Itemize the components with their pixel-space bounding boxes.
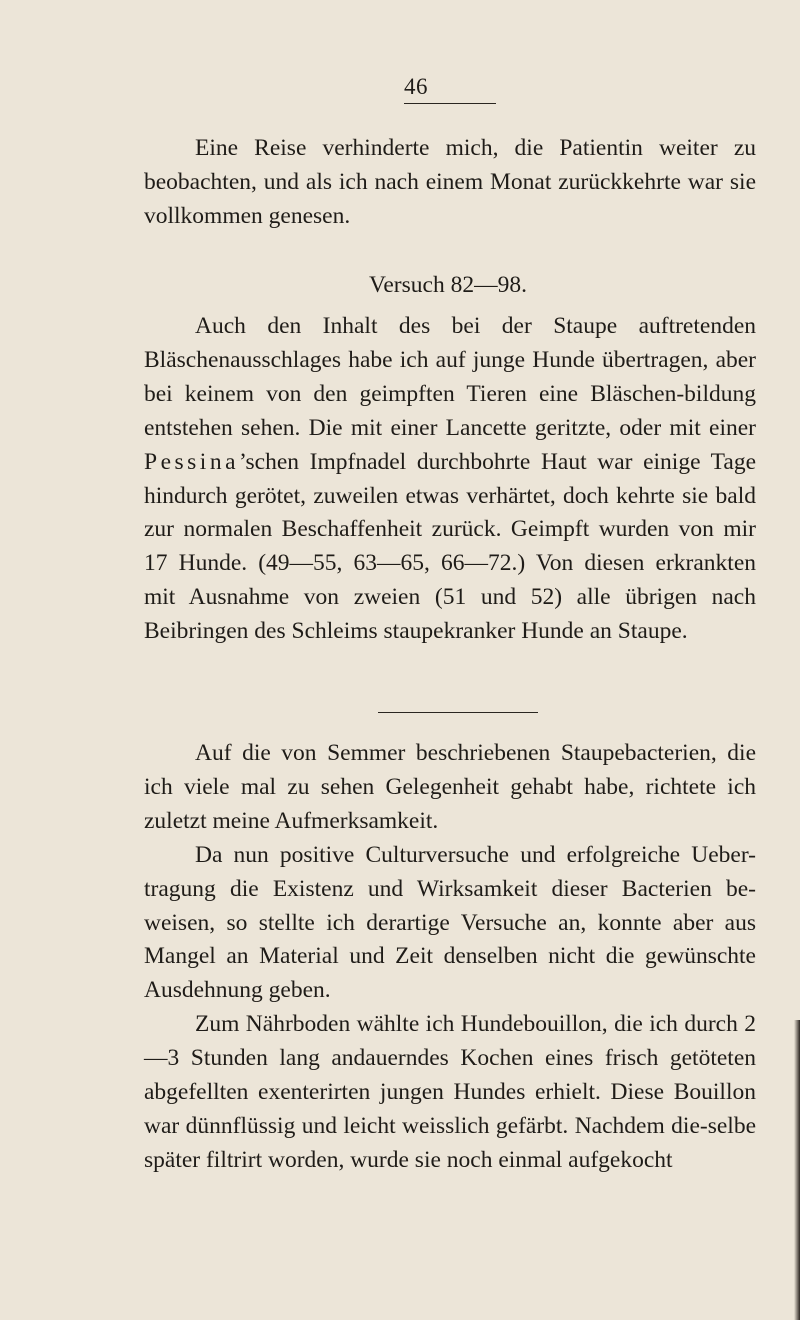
section-heading: Versuch 82—98. (369, 272, 527, 298)
paragraph-5: Zum Nährboden wählte ich Hundebouillon, die ich durch 2—3 Stunden lang andauerndes Kochen eines frisch getöteten abgefellten exenterirten jungen Hundes erhielt. Diese Bouillon war dünnflüssig und leicht weisslich gefärbt. Nachdem die-selbe später filtrirt worden, wurde sie noch einmal aufgekocht (144, 1011, 756, 1173)
text-block-bottom (144, 737, 756, 1178)
page-edge-shadow (794, 1020, 800, 1320)
paragraph-2-part-b: ’schen Impfnadel durchbohrte Haut war einige Tage hindurch gerötet, zuweilen etwas verhärtet, doch kehrte sie bald zur normalen Beschaffenheit zurück. Geimpft wurden von mir 17 Hunde. (49—55, 63—65, 66—72.) Von diesen erkrankten mit Ausnahme von zweien (51 und 52) alle übrigen nach Beibringen des Schleims staupekranker Hunde an Staupe. (144, 448, 756, 645)
text-block-experiment (144, 310, 756, 649)
section-divider (378, 712, 538, 713)
person-name-pessina: Pessina (144, 448, 239, 475)
paragraph-2-part-a: Auch den Inhalt des bei der Staupe auftretenden Bläschenausschlages habe ich auf junge Hunde übertragen, aber bei keinem von den geimpften Tieren eine Bläschen-bildung entstehen sehen. Die mit einer Lancette geritzte, oder mit einer (144, 313, 756, 441)
header-rule (404, 103, 496, 104)
page-number: 46 (404, 74, 428, 99)
text-block-top (144, 132, 756, 234)
paragraph-3: Auf die von Semmer beschriebenen Staupebacterien, die ich viele mal zu sehen Gelegenheit gehabt habe, richtete ich zuletzt meine Aufmerksamkeit. (144, 740, 756, 834)
paragraph-4: Da nun positive Culturversuche und erfolgreiche Ueber-tragung die Existenz und Wirksamkeit dieser Bacterien be-weisen, so stellte ich derartige Versuche an, konnte aber aus Mangel an Material und Zeit denselben nicht die gewünschte Ausdehnung geben. (144, 841, 756, 1004)
paragraph-2 (144, 310, 756, 649)
paragraph-1: Eine Reise verhinderte mich, die Patientin weiter zu beobachten, und als ich nach einem Monat zurückkehrte war sie vollkommen genesen. (144, 135, 756, 229)
